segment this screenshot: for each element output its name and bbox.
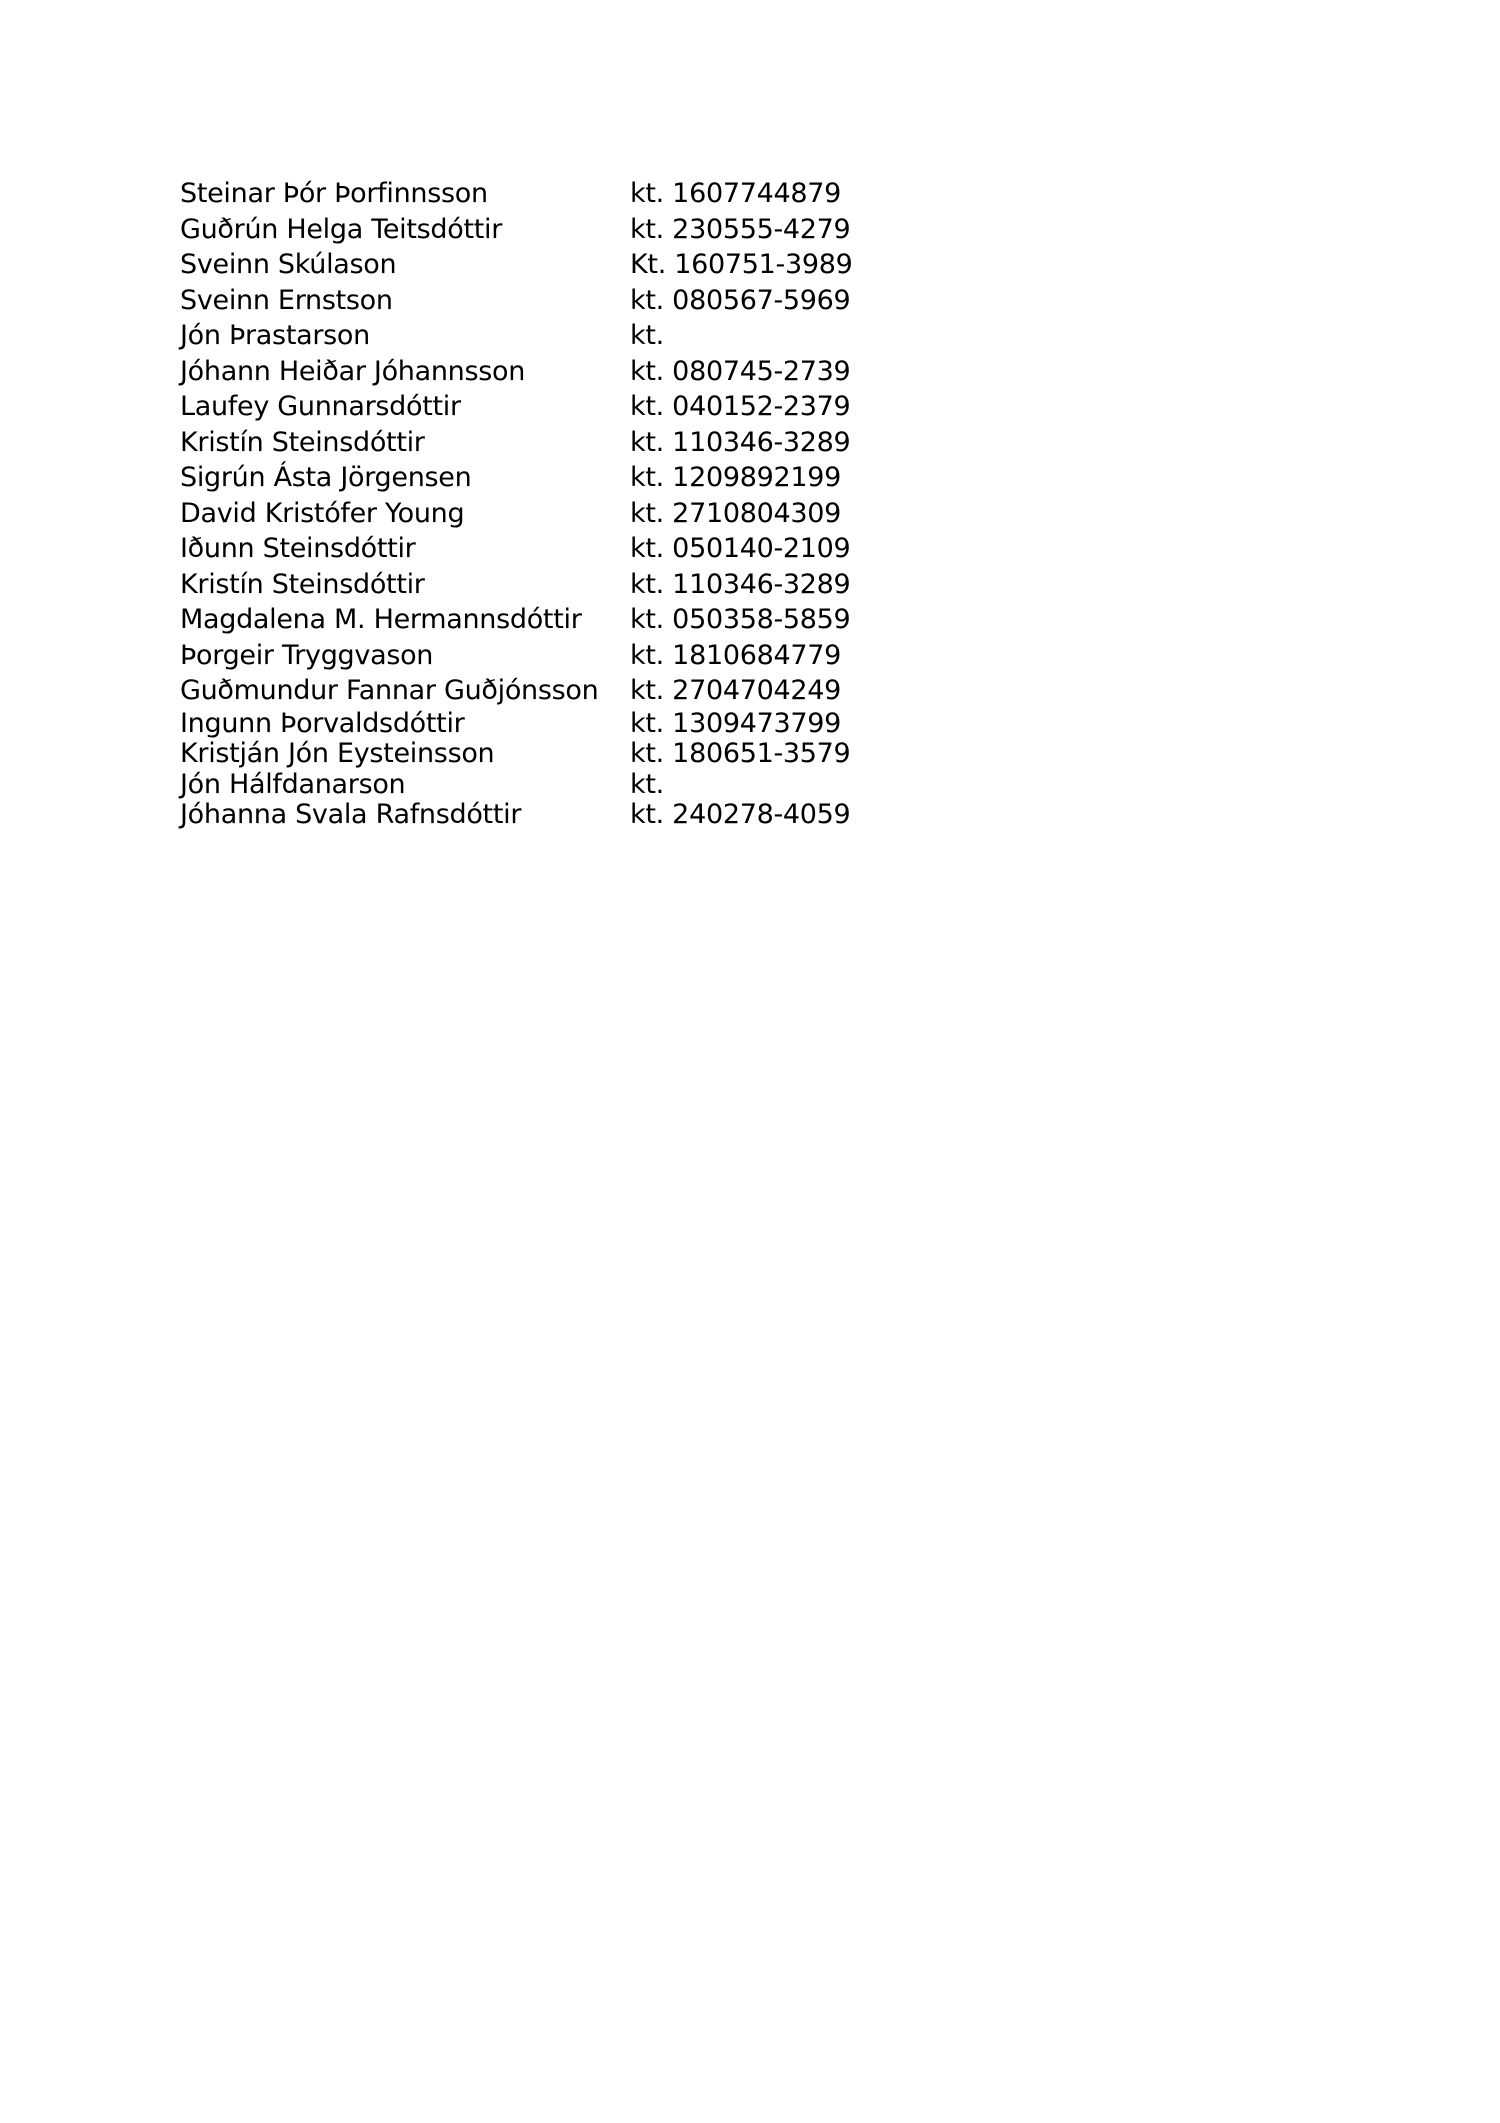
signatory-kennitala: kt. 080745-2739 (630, 355, 851, 387)
signatory-name: Kristín Steinsdóttir (180, 568, 425, 600)
signatory-name: Jón Þrastarson (180, 320, 370, 351)
list-item (180, 673, 900, 709)
signatory-kennitala: kt. 180651-3579 (630, 738, 851, 769)
signatory-name: Jón Hálfdanarson (180, 768, 406, 800)
list-item (180, 739, 900, 770)
signatory-kennitala: kt. (630, 768, 664, 800)
signatory-kennitala: kt. 050140-2109 (630, 533, 851, 564)
list-item (180, 638, 900, 674)
signatory-kennitala: kt. (630, 320, 664, 351)
signatory-name: Iðunn Steinsdóttir (180, 533, 416, 564)
signatory-name: Guðmundur Fannar Guðjónsson (180, 675, 599, 706)
signatory-name: Jóhanna Svala Rafnsdóttir (180, 799, 522, 830)
signatory-kennitala: kt. 2704704249 (630, 675, 841, 706)
signatory-name: Sigrún Ásta Jörgensen (180, 462, 472, 493)
list-item (180, 389, 900, 425)
list-item (180, 496, 900, 532)
list-item (180, 247, 900, 283)
signatory-kennitala: kt. 1607744879 (630, 178, 841, 209)
signatory-name: Laufey Gunnarsdóttir (180, 391, 461, 422)
signatory-name: Sveinn Ernstson (180, 284, 393, 316)
signatory-name: David Kristófer Young (180, 497, 465, 529)
signatory-name: Guðrún Helga Teitsdóttir (180, 213, 503, 245)
list-item (180, 602, 900, 638)
signatory-kennitala: kt. 230555-4279 (630, 213, 851, 245)
signatory-kennitala: kt. 040152-2379 (630, 391, 851, 422)
list-item (180, 567, 900, 603)
signatory-name: Þorgeir Tryggvason (180, 639, 434, 671)
list-item (180, 460, 900, 496)
signatory-name: Kristín Steinsdóttir (180, 426, 425, 458)
list-item (180, 800, 900, 831)
signatory-kennitala: kt. 2710804309 (630, 497, 841, 529)
list-item (180, 354, 900, 390)
signatory-name: Kristján Jón Eysteinsson (180, 738, 495, 769)
signatory-name: Jóhann Heiðar Jóhannsson (180, 355, 526, 387)
signatory-kennitala: kt. 080567-5969 (630, 284, 851, 316)
list-item (180, 531, 900, 567)
list-item (180, 176, 900, 212)
list-item (180, 212, 900, 248)
signatory-kennitala: kt. 1810684779 (630, 639, 841, 671)
list-item (180, 709, 900, 740)
signatory-kennitala: kt. 050358-5859 (630, 604, 851, 635)
signatory-name: Sveinn Skúlason (180, 249, 397, 280)
signatory-list (180, 176, 900, 831)
list-item (180, 425, 900, 461)
list-item (180, 318, 900, 354)
signatory-name: Steinar Þór Þorfinnsson (180, 178, 488, 209)
signatory-name: Ingunn Þorvaldsdóttir (180, 707, 465, 739)
list-item (180, 770, 900, 801)
signatory-kennitala: kt. 110346-3289 (630, 426, 851, 458)
signatory-kennitala: kt. 240278-4059 (630, 799, 851, 830)
signatory-kennitala: kt. 1309473799 (630, 707, 841, 739)
signatory-name: Magdalena M. Hermannsdóttir (180, 604, 582, 635)
signatory-kennitala: kt. 110346-3289 (630, 568, 851, 600)
list-item (180, 283, 900, 319)
signatory-kennitala: kt. 1209892199 (630, 462, 841, 493)
signatory-kennitala: Kt. 160751-3989 (630, 249, 853, 280)
